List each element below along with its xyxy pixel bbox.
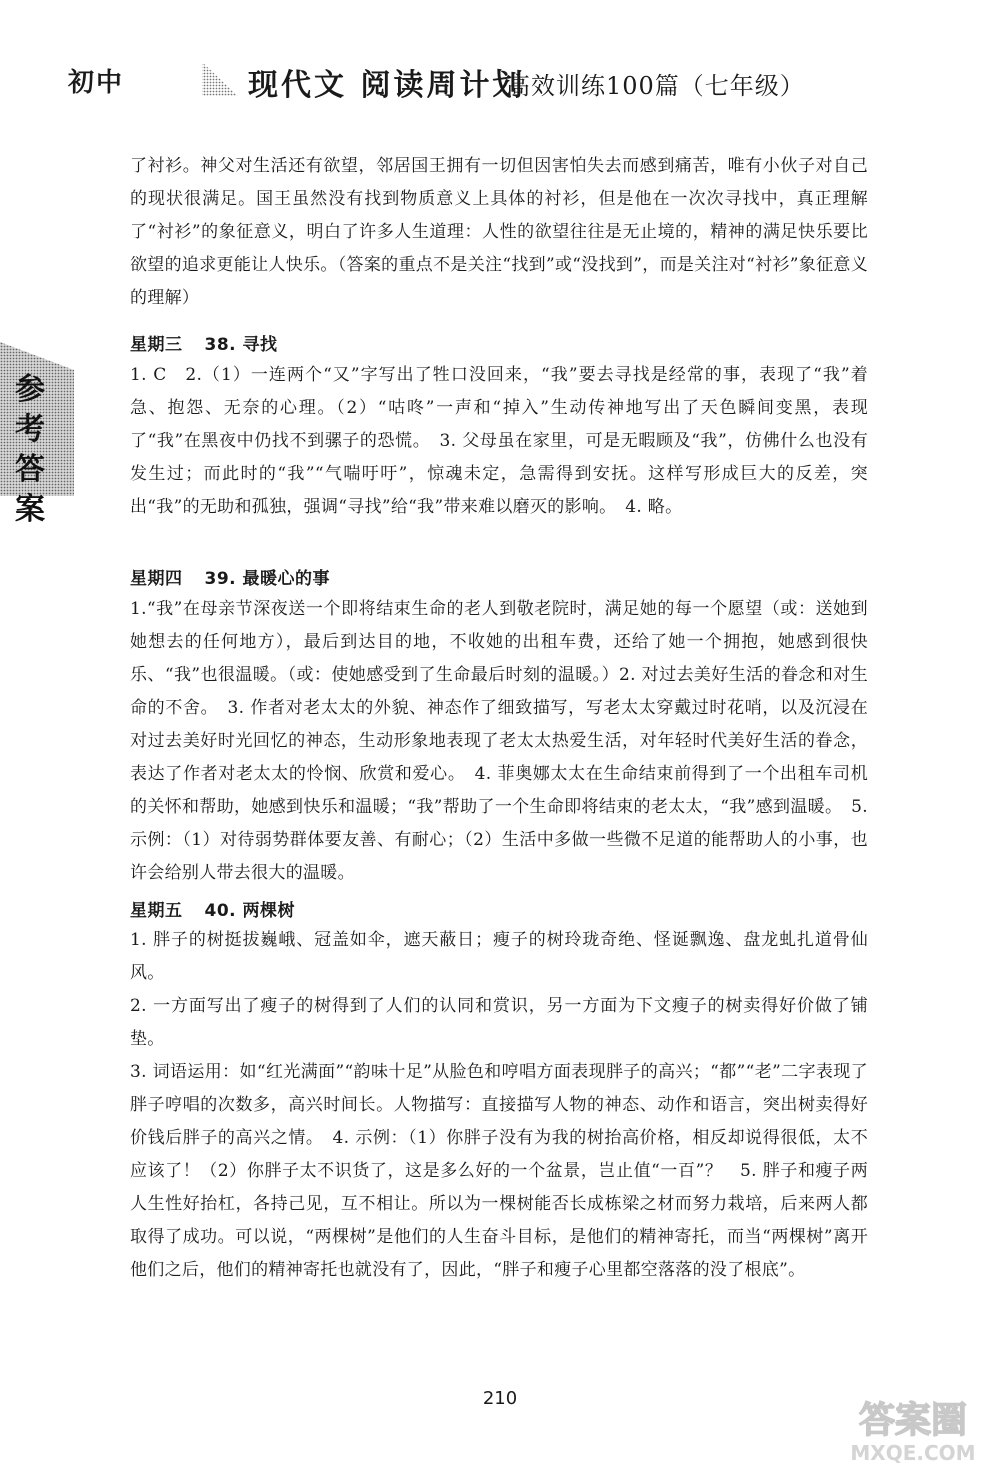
section-title: 39. 最暖心的事 <box>204 569 331 589</box>
watermark-line1: 答案圈 <box>858 1400 968 1441</box>
section-heading-thursday <box>130 564 330 589</box>
section-title: 38. 寻找 <box>204 335 278 355</box>
answer-paragraph: 1. 胖子的树挺拔巍峨、冠盖如伞，遮天蔽日；瘦子的树玲珑奇绝、怪诞飘逸、盘龙虬扎道骨仙风。 <box>130 930 868 983</box>
section-title: 40. 两棵树 <box>204 901 296 921</box>
section-heading-friday <box>130 896 295 921</box>
header-triangle-icon <box>200 60 240 98</box>
continuation-paragraph: 了衬衫。神父对生活还有欲望，邻居国王拥有一切但因害怕失去而感到痛苦，唯有小伙子对自己的现状很满足。国王虽然没有找到物质意义上具体的衬衫，但是他在一次次寻找中，真正理解了“衬衫”的象征意义，明白了许多人生道理：人性的欲望往往是无止境的，精神的满足快乐要比欲望的追求更能让人快乐。（答案的重点不是关注“找到”或“没找到”，而是关注对“衬衫”象征意义的理解） <box>130 156 868 308</box>
header-subtitle: 高效训练100篇（七年级） <box>506 72 805 100</box>
header-level: 初中 <box>68 68 125 98</box>
header-title: 现代文 阅读周计划 <box>248 68 526 103</box>
section-body-friday <box>130 924 868 1287</box>
answer-paragraph: 2. 一方面写出了瘦子的树得到了人们的认同和赏识，另一方面为下文瘦子的树卖得好价做了铺垫。 <box>130 996 868 1049</box>
answer-paragraph: 3. 词语运用：如“红光满面”“韵味十足”从脸色和哼唱方面表现胖子的高兴；“都”“老”二字表现了胖子哼唱的次数多，高兴时间长。人物描写：直接描写人物的神态、动作和语言，突出树卖得好价钱后胖子的高兴之情。 4. 示例：（1）你胖子没有为我的树抬高价格，相反却说得很低，太不应该了！（2）你胖子太不识货了，这是多么好的一个盆景，岂止值“一百”？ 5. 胖子和瘦子两人生性好抬杠，各持己见，互不相让。所以为一棵树能否长成栋梁之材而努力栽培，后来两人都取得了成功。可以说，“两棵树”是他们的人生奋斗目标，是他们的精神寄托，而当“两棵树”离开他们之后，他们的精神寄托也就没有了，因此，“胖子和瘦子心里都空落落的没了根底”。 <box>130 1062 868 1280</box>
section-day: 星期三 <box>130 335 183 355</box>
watermark-line2: MXQE.COM <box>850 1441 976 1465</box>
section-day: 星期五 <box>130 901 183 921</box>
section-heading-wednesday <box>130 330 278 355</box>
answer-side-tab <box>0 342 74 527</box>
page-header <box>60 58 980 102</box>
page-number: 210 <box>482 1388 518 1409</box>
section-day: 星期四 <box>130 569 183 589</box>
section-body-thursday: 1.“我”在母亲节深夜送一个即将结束生命的老人到敬老院时，满足她的每一个愿望（或：送她到她想去的任何地方），最后到达目的地，不收她的出租车费，还给了她一个拥抱，她感到很快乐、“我”也很温暖。（或：使她感受到了生命最后时刻的温暖。）2. 对过去美好生活的眷念和对生命的不舍。 3. 作者对老太太的外貌、神态作了细致描写，写老太太穿戴过时花哨，以及沉浸在对过去美好时光回忆的神态，生动形象地表现了老太太热爱生活，对年轻时代美好生活的眷念，表达了作者对老太太的怜悯、欣赏和爱心。 4. 菲奥娜太太在生命结束前得到了一个出租车司机的关怀和帮助，她感到快乐和温暖；“我”帮助了一个生命即将结束的老太太，“我”感到温暖。 5. 示例：（1）对待弱势群体要友善、有耐心；（2）生活中多做一些微不足道的能帮助人的小事，也许会给别人带去很大的温暖。 <box>130 599 868 883</box>
section-body-wednesday: 1. C 2.（1）一连两个“又”字写出了牲口没回来，“我”要去寻找是经常的事，表现了“我”着急、抱怨、无奈的心理。（2）“咕咚”一声和“掉入”生动传神地写出了天色瞬间变黑，表现了“我”在黑夜中仍找不到骡子的恐慌。 3. 父母虽在家里，可是无暇顾及“我”，仿佛什么也没有发生过；而此时的“我”“气喘吁吁”，惊魂未定，急需得到安抚。这样写形成巨大的反差，突出“我”的无助和孤独，强调“寻找”给“我”带来难以磨灭的影响。 4. 略。 <box>130 365 868 517</box>
watermark-logo <box>838 1392 988 1468</box>
side-tab-label: 参考答案 <box>15 372 45 527</box>
